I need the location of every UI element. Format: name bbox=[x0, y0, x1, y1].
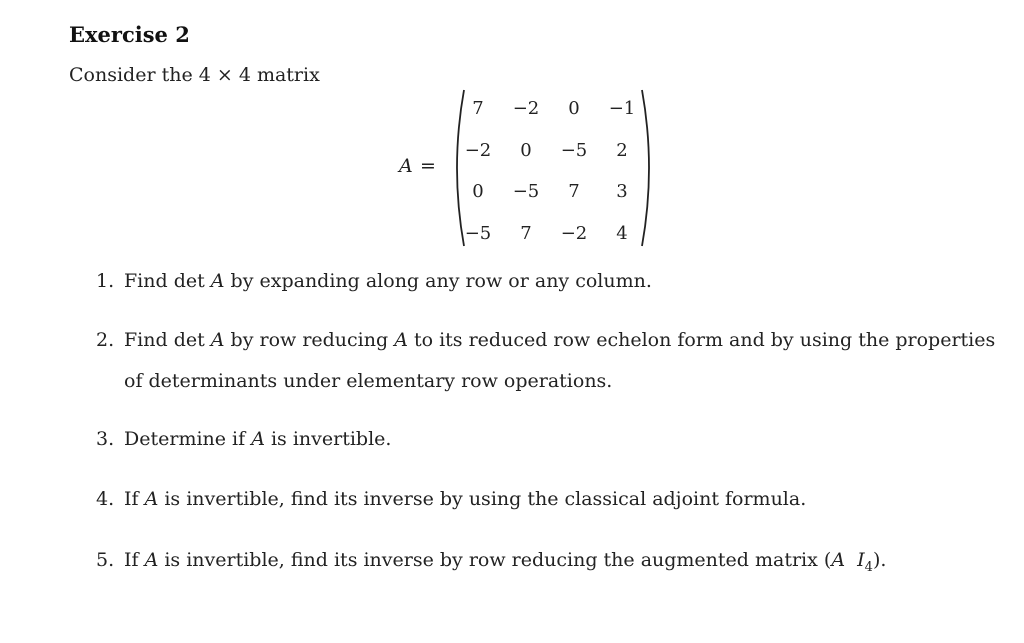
matrix-cell: −2 bbox=[464, 140, 492, 161]
list-item-3 bbox=[96, 419, 391, 460]
matrix-cell: −5 bbox=[464, 223, 492, 244]
math-var: I bbox=[857, 549, 865, 571]
item-text: ). bbox=[872, 549, 887, 571]
item-text: Determine if bbox=[124, 428, 252, 450]
matrix-A bbox=[452, 88, 654, 248]
matrix-cell: −5 bbox=[512, 181, 540, 202]
item-text: If bbox=[124, 488, 145, 510]
item-number: 1. bbox=[96, 270, 115, 292]
list-item-4 bbox=[96, 479, 806, 520]
item-number: 2. bbox=[96, 329, 115, 351]
item-text: by row reducing bbox=[224, 329, 395, 351]
matrix-cell: 7 bbox=[472, 98, 484, 119]
item-text: Find det bbox=[124, 270, 211, 292]
item-number: 4. bbox=[96, 488, 115, 510]
matrix-cell: −5 bbox=[560, 140, 588, 161]
item-text: If bbox=[124, 549, 145, 571]
matrix-name: A bbox=[399, 155, 413, 177]
matrix-cell: −2 bbox=[560, 223, 588, 244]
matrix-cell: −2 bbox=[512, 98, 540, 119]
matrix-cell: 2 bbox=[616, 140, 628, 161]
item-text: to its reduced row echelon form and by using the properties bbox=[407, 329, 996, 351]
matrix-cell: 7 bbox=[520, 223, 532, 244]
item-text: Find det bbox=[124, 329, 211, 351]
item-text: is invertible. bbox=[264, 428, 392, 450]
intro-text: Consider the 4 × 4 matrix bbox=[69, 64, 320, 86]
matrix-cell: −1 bbox=[608, 98, 636, 119]
math-var: A bbox=[394, 329, 408, 351]
matrix-cell: 0 bbox=[472, 181, 484, 202]
matrix-cell: 7 bbox=[568, 181, 580, 202]
list-item-2-continuation: of determinants under elementary row operations. bbox=[124, 370, 613, 392]
math-var: A bbox=[210, 270, 225, 292]
math-var: A bbox=[210, 329, 225, 351]
item-number: 3. bbox=[96, 428, 115, 450]
subscript: 4 bbox=[864, 559, 873, 575]
list-item-5 bbox=[96, 540, 886, 588]
matrix-cell: 0 bbox=[568, 98, 580, 119]
equals-sign: = bbox=[420, 155, 436, 177]
matrix-cell: 3 bbox=[616, 181, 628, 202]
math-var: A bbox=[144, 549, 159, 571]
matrix-cell: 4 bbox=[616, 223, 628, 244]
item-number: 5. bbox=[96, 549, 115, 571]
item-text: by expanding along any row or any column. bbox=[224, 270, 652, 292]
math-var: A bbox=[251, 428, 265, 450]
list-item-1 bbox=[96, 261, 652, 302]
math-var: A bbox=[144, 488, 159, 510]
item-text: is invertible, find its inverse by row reducing the augmented matrix ( bbox=[158, 549, 832, 571]
exercise-title: Exercise 2 bbox=[69, 22, 190, 47]
matrix-cell: 0 bbox=[520, 140, 532, 161]
spacer bbox=[845, 549, 857, 571]
item-text: is invertible, find its inverse by using the classical adjoint formula. bbox=[158, 488, 807, 510]
list-item-2 bbox=[96, 320, 995, 361]
math-var: A bbox=[831, 549, 846, 571]
